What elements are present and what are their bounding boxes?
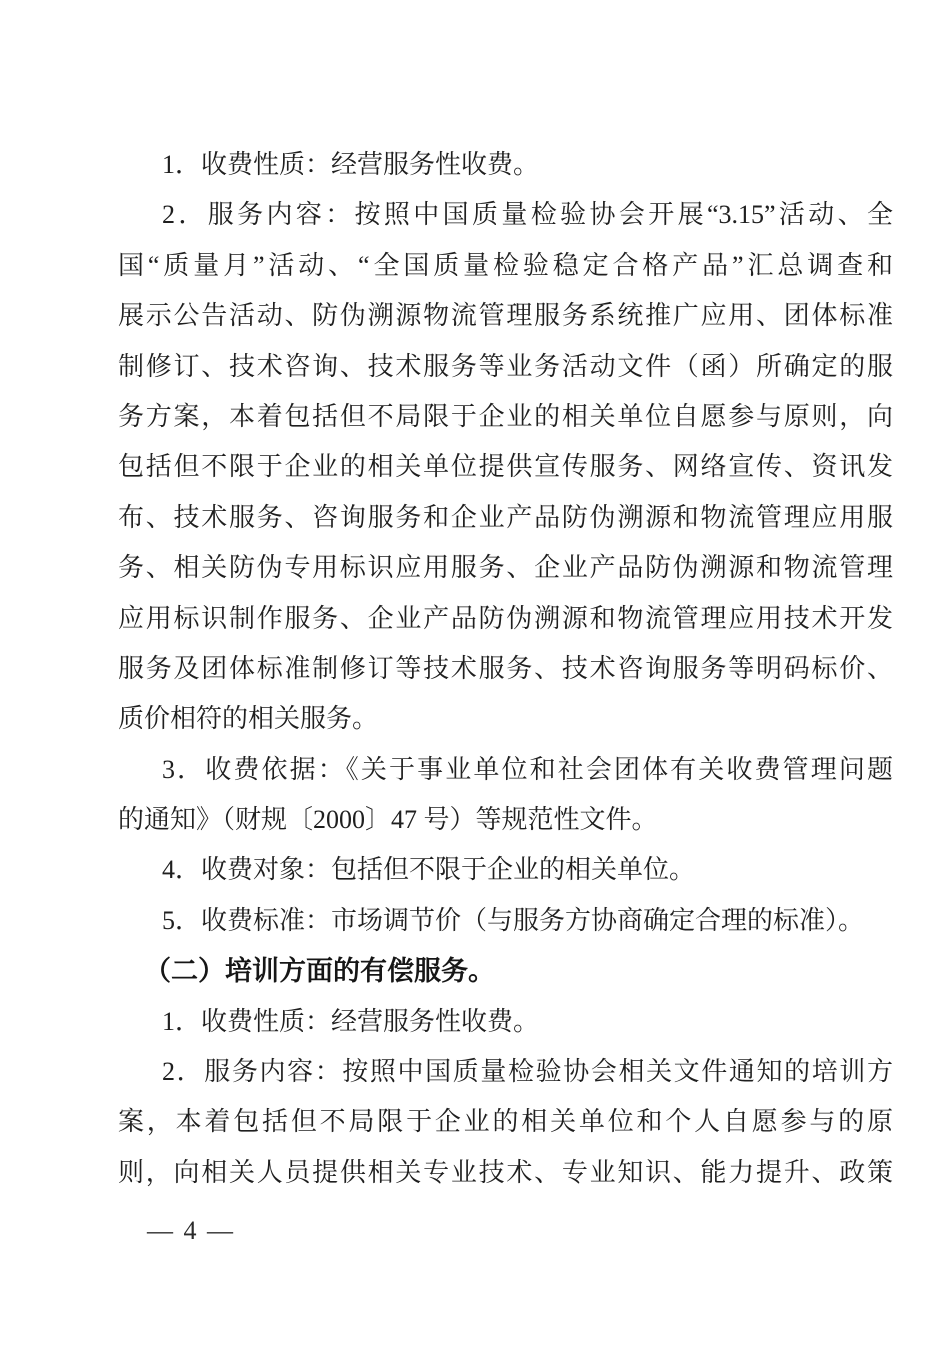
text-line-13: 3．收费依据：《关于事业单位和社会团体有关收费管理问题 — [162, 754, 893, 784]
text-line-14: 的通知》（财规〔2000〕47 号）等规范性文件。 — [118, 805, 658, 835]
text-line-5: 制修订、技术咨询、技术服务等业务活动文件（函）所确定的服 — [118, 351, 893, 381]
text-line-8: 布、技术服务、咨询服务和企业产品防伪溯源和物流管理应用服 — [118, 502, 893, 532]
page-footer — [147, 1206, 235, 1256]
text-line-18: 1．收费性质：经营服务性收费。 — [162, 1006, 540, 1036]
text-line-7: 包括但不限于企业的相关单位提供宣传服务、网络宣传、资讯发 — [118, 452, 893, 482]
text-line-19: 2．服务内容：按照中国质量检验协会相关文件通知的培训方 — [162, 1057, 893, 1087]
text-line-16: 5．收费标准：市场调节价（与服务方协商确定合理的标准）。 — [162, 905, 865, 935]
text-line-12: 质价相符的相关服务。 — [118, 704, 379, 734]
text-line-17: （二）培训方面的有偿服务。 — [144, 956, 495, 987]
text-line-4: 展示公告活动、防伪溯源物流管理服务系统推广应用、团体标准 — [118, 301, 893, 331]
document-body — [118, 140, 893, 1198]
text-line-9: 务、相关防伪专用标识应用服务、企业产品防伪溯源和物流管理 — [118, 553, 893, 583]
text-line-15: 4．收费对象：包括但不限于企业的相关单位。 — [162, 855, 696, 885]
text-line-21: 则，向相关人员提供相关专业技术、专业知识、能力提升、政策 — [118, 1157, 893, 1187]
text-line-1: 1．收费性质：经营服务性收费。 — [162, 150, 540, 179]
page-number: — 4 — — [147, 1216, 235, 1245]
text-line-3: 国“质量月”活动、“全国质量检验稳定合格产品”汇总调查和 — [118, 250, 893, 280]
text-line-11: 服务及团体标准制修订等技术服务、技术咨询服务等明码标价、 — [118, 653, 893, 683]
text-line-10: 应用标识制作服务、企业产品防伪溯源和物流管理应用技术开发 — [118, 603, 893, 633]
text-line-2: 2．服务内容：按照中国质量检验协会开展“3.15”活动、全 — [162, 200, 893, 230]
text-line-6: 务方案，本着包括但不局限于企业的相关单位自愿参与原则，向 — [118, 401, 893, 431]
text-line-20: 案，本着包括但不局限于企业的相关单位和个人自愿参与的原 — [118, 1107, 893, 1137]
